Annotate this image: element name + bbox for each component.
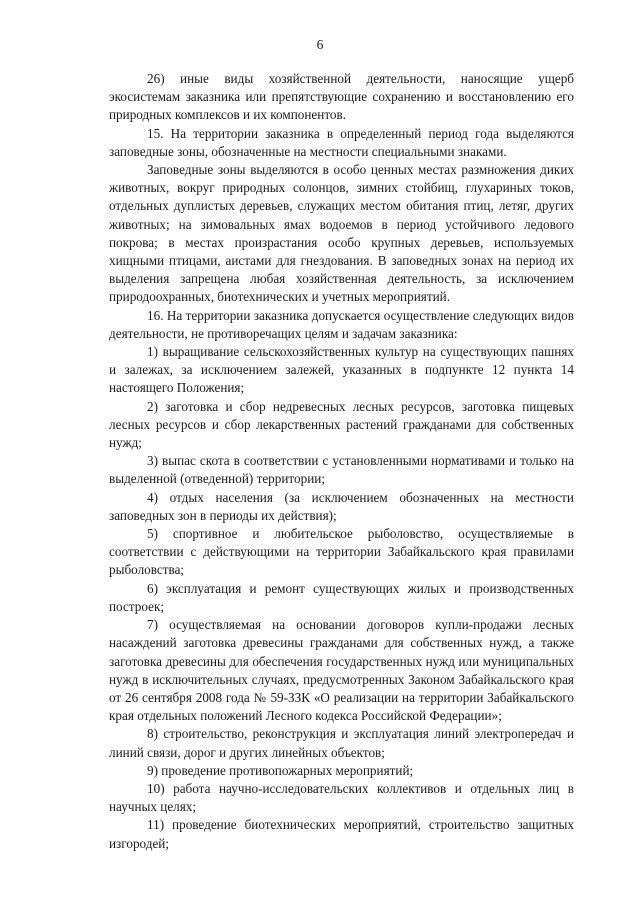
- paragraph-item-6: 6) эксплуатация и ремонт существующих жилых и производственных построек;: [109, 580, 574, 614]
- paragraph-clause-15: 15. На территории заказника в определенный период года выделяются заповедные зоны, обозначенные на местности специальными знаками.: [109, 125, 574, 159]
- paragraph-item-10: 10) работа научно-исследовательских коллективов и отдельных лиц в научных целях;: [109, 780, 574, 815]
- paragraph-item-8: 8) строительство, реконструкция и эксплуатация линий электропередач и линий связи, дорог и других линейных объектов;: [109, 726, 574, 760]
- paragraph-item-1: 1) выращивание сельскохозяйственных культур на существующих пашнях и залежах, за исключением залежей, указанных в подпункте 12 пункта 14 настоящего Положения;: [109, 344, 574, 396]
- paragraph-item-7: 7) осуществляемая на основании договоров купли-продажи лесных насаждений заготовка древесины гражданами для собственных нужд, а также заготовка древесины для обеспечения государственных нужд или муниципальных нужд в исключительных случаях, предусмотренных Законом Забайкальского края от 26 сентября 2008 года № 59-ЗЗК «О реализации на территории Забайкальского края отдельных положений Лесного кодекса Российской Федерации»;: [109, 617, 574, 724]
- page-number: 6: [316, 37, 324, 52]
- paragraph-item-26: 26) иные виды хозяйственной деятельности, наносящие ущерб экосистемам заказника или препятствующие сохранению и восстановлению его природных комплексов и их компонентов.: [109, 71, 574, 123]
- paragraph-reserved-zones: Заповедные зоны выделяются в особо ценных местах размножения диких животных, вокруг природных солонцов, зимних стойбищ, глухариных токов, отдельных дуплистых деревьев, служащих местом обитания птиц, летяг, других животных; на зимовальных ямах водоемов в период устойчивого ледового покрова; в местах произрастания особо крупных деревьев, используемых хищными птицами, аистами для гнездования. В заповедных зонах на период их выделения запрещена любая хозяйственная деятельность, за исключением природоохранных, биотехнических и учетных мероприятий.: [109, 162, 574, 305]
- paragraph-item-3: 3) выпас скота в соответствии с установленными нормативами и только на выделенной (отведенной) территории;: [109, 453, 574, 487]
- paragraph-item-11: 11) проведение биотехнических мероприятий, строительство защитных изгородей;: [109, 817, 574, 851]
- paragraph-item-2: 2) заготовка и сбор недревесных лесных ресурсов, заготовка пищевых лесных ресурсов и сбор лекарственных растений гражданами для собственных нужд;: [109, 398, 574, 451]
- paragraph-item-5: 5) спортивное и любительское рыболовство, осуществляемые в соответствии с действующими на территории Забайкальского края правилами рыболовства;: [109, 526, 574, 578]
- paragraph-clause-16: 16. На территории заказника допускается осуществление следующих видов деятельности, не противоречащих целям и задачам заказника:: [109, 307, 574, 341]
- paragraph-item-9: 9) проведение противопожарных мероприятий;: [147, 762, 414, 778]
- document-body: [109, 70, 574, 853]
- paragraph-item-4: 4) отдых населения (за исключением обозначенных на местности заповедных зон в периоды их действия);: [109, 489, 574, 523]
